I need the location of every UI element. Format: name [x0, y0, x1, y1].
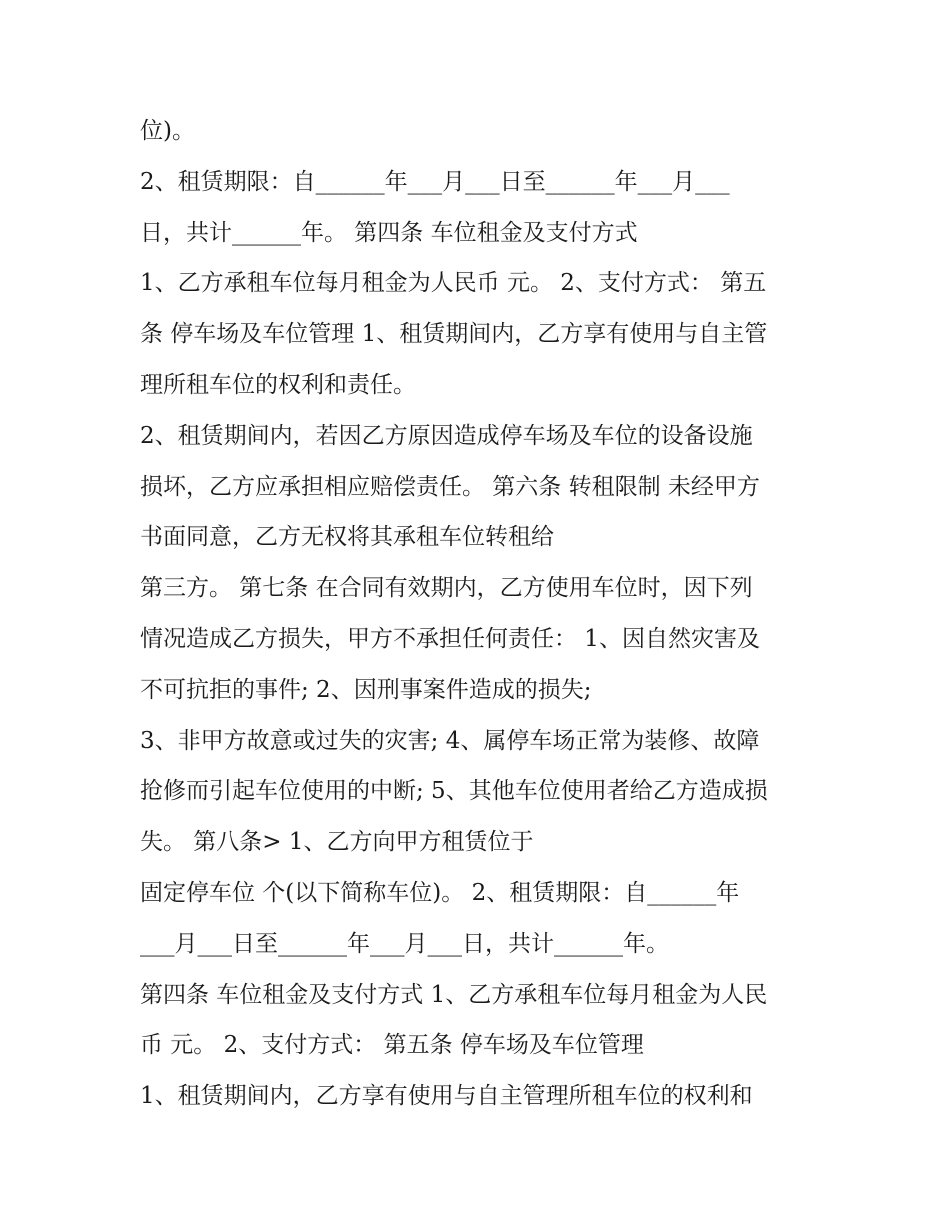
text-line: 第三方。 第七条 在合同有效期内，乙方使用车位时，因下列 — [140, 575, 753, 602]
text-line: 2、租赁期限：自______年___月___日至______年___月___ — [140, 168, 730, 195]
text-line: 失。 第八条> 1、乙方向甲方租赁位于 — [140, 829, 534, 856]
text-line: 情况造成乙方损失，甲方不承担任何责任： 1、因自然灾害及 — [140, 625, 760, 652]
text-line: 币 元。 2、支付方式： 第五条 停车场及车位管理 — [140, 1032, 644, 1059]
text-line: 1、租赁期间内，乙方享有使用与自主管理所租车位的权利和 — [140, 1083, 753, 1110]
text-line: ___月___日至______年___月___日，共计______年。 — [140, 930, 669, 957]
text-line: 位)。 — [140, 118, 195, 144]
text-line: 2、租赁期间内，若因乙方原因造成停车场及车位的设备设施 — [140, 422, 753, 449]
text-line: 1、乙方承租车位每月租金为人民币 元。 2、支付方式： 第五 — [140, 270, 767, 297]
text-line: 抢修而引起车位使用的中断; 5、其他车位使用者给乙方造成损 — [140, 778, 768, 805]
text-line: 日，共计______年。 第四条 车位租金及支付方式 — [140, 219, 638, 246]
text-line: 理所租车位的权利和责任。 — [140, 371, 416, 398]
text-line: 条 停车场及车位管理 1、租赁期间内，乙方享有使用与自主管 — [140, 321, 768, 348]
text-line: 不可抗拒的事件; 2、因刑事案件造成的损失; — [140, 676, 592, 703]
text-line: 固定停车位 个(以下简称车位)。 2、租赁期限：自______年 — [140, 879, 740, 906]
text-line: 书面同意，乙方无权将其承租车位转租给 — [140, 524, 554, 551]
text-line: 损坏，乙方应承担相应赔偿责任。 第六条 转租限制 未经甲方 — [140, 473, 760, 500]
text-line: 3、非甲方故意或过失的灾害; 4、属停车场正常为装修、故障 — [140, 727, 760, 754]
text-line: 第四条 车位租金及支付方式 1、乙方承租车位每月租金为人民 — [140, 981, 768, 1008]
document-body — [140, 106, 830, 1122]
